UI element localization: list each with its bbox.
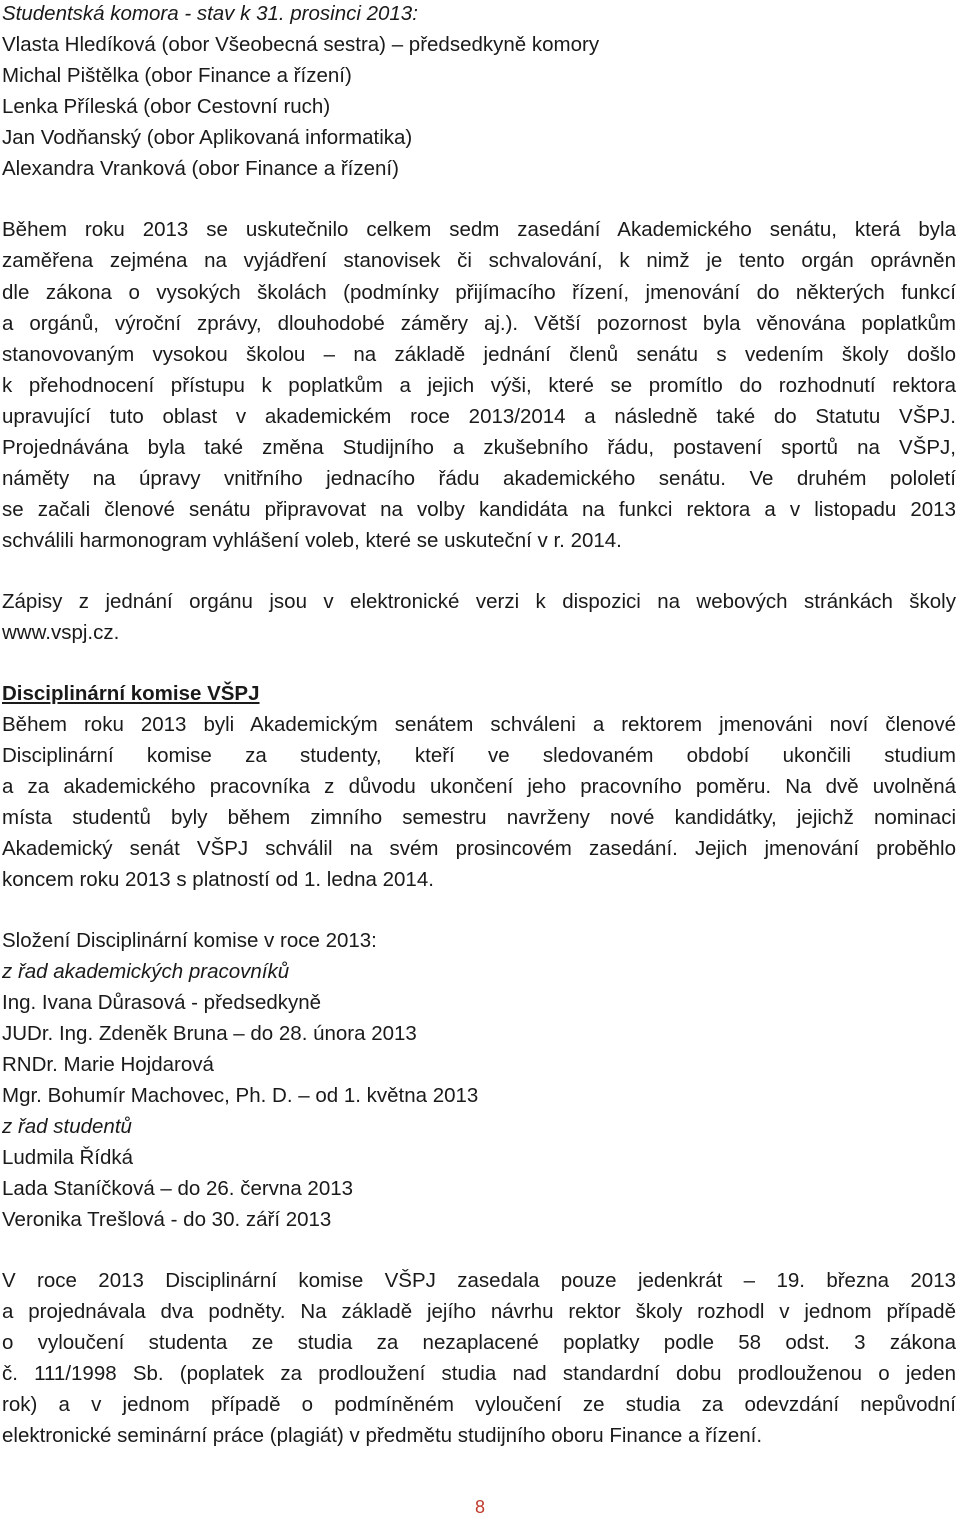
student-member: Lada Staníčková – do 26. června 2013 (2, 1177, 354, 1200)
page-number: 8 (474, 1497, 485, 1517)
zaver-paragraph-line: a projednávala dva podněty. Na základě jejího návrhu rektor školy rozhodl v jednom případě (2, 1300, 956, 1323)
disciplinarni-paragraph-line: Akademický senát VŠPJ schválil na svém prosincovém zasedání. Jejich jmenování proběhlo (2, 837, 956, 860)
staff-member: RNDr. Marie Hojdarová (2, 1053, 214, 1076)
senat-paragraph-line: Projednávána byla také změna Studijního a zkušebního řádu, postavení sportů na VŠPJ, (2, 436, 956, 459)
zaver-paragraph-line: elektronické seminární práce (plagiát) v předmětu studijního oboru Finance a řízení. (2, 1424, 763, 1447)
zaver-paragraph-line: V roce 2013 Disciplinární komise VŠPJ zasedala pouze jedenkrát – 19. března 2013 (2, 1269, 956, 1292)
senat-paragraph-line: dle zákona o vysokých školách (podmínky přijímacího řízení, jmenování do některých funkcí (2, 281, 956, 304)
komora-heading: Studentská komora - stav k 31. prosinci 2013: (2, 2, 418, 25)
komora-member: Alexandra Vranková (obor Finance a řízení) (2, 157, 399, 180)
senat-paragraph-line: Během roku 2013 se uskutečnilo celkem sedm zasedání Akademického senátu, která byla (2, 218, 956, 241)
staff-member: Ing. Ivana Důrasová - předsedkyně (2, 991, 322, 1014)
disciplinarni-paragraph-line: Během roku 2013 byli Akademickým senátem schváleni a rektorem jmenováni noví členové (2, 713, 956, 736)
senat-paragraph-line: stanovovaným vysokou školou – na základě jednání členů senátu s vedením školy došlo (2, 343, 956, 366)
staff-member: JUDr. Ing. Zdeněk Bruna – do 28. února 2013 (2, 1022, 417, 1045)
website-link[interactable]: www.vspj.cz. (2, 621, 120, 644)
zapisy-line: Zápisy z jednání orgánu jsou v elektronické verzi k dispozici na webových stránkách školy (2, 590, 956, 613)
senat-paragraph-line: schválili harmonogram vyhlášení voleb, které se uskuteční v r. 2014. (2, 529, 622, 552)
komora-member: Lenka Příleská (obor Cestovní ruch) (2, 95, 331, 118)
komora-member: Michal Pištělka (obor Finance a řízení) (2, 64, 352, 87)
komora-member: Jan Vodňanský (obor Aplikovaná informatika) (2, 126, 413, 149)
senat-paragraph-line: k přehodnocení přístupu k poplatkům a jejich výši, které se promítlo do rozhodnutí rektora (2, 374, 956, 397)
disciplinarni-heading-text: Disciplinární komise VŠPJ (2, 682, 260, 705)
senat-paragraph-line: upravující tuto oblast v akademickém roce 2013/2014 a následně také do Statutu VŠPJ. (2, 405, 956, 428)
senat-paragraph-line: náměty na úpravy vnitřního jednacího řádu akademického senátu. Ve druhém pololetí (2, 467, 956, 490)
disciplinarni-paragraph-line: koncem roku 2013 s platností od 1. ledna 2014. (2, 868, 434, 891)
komora-member: Vlasta Hledíková (obor Všeobecná sestra) – předsedkyně komory (2, 33, 600, 56)
students-subheading: z řad studentů (2, 1115, 132, 1138)
senat-paragraph-line: zaměřena zejména na vyjádření stanovisek či schvalování, k nimž je tento orgán oprávněn (2, 249, 956, 272)
disciplinarni-heading (2, 680, 956, 710)
student-member: Ludmila Řídká (2, 1146, 134, 1169)
staff-subheading: z řad akademických pracovníků (2, 960, 290, 983)
slozeni-heading: Složení Disciplinární komise v roce 2013: (2, 929, 377, 952)
disciplinarni-paragraph-line: Disciplinární komise za studenty, kteří ve sledovaném období ukončili studium (2, 744, 956, 767)
zaver-paragraph-line: o vyloučení studenta ze studia za nezaplacené poplatky podle 58 odst. 3 zákona (2, 1331, 956, 1354)
staff-member: Mgr. Bohumír Machovec, Ph. D. – od 1. května 2013 (2, 1084, 479, 1107)
senat-paragraph-line: a orgánů, výroční zprávy, dlouhodobé záměry aj.). Větší pozornost byla věnována poplatkům (2, 312, 956, 335)
senat-paragraph-line: se začali členové senátu připravovat na volby kandidáta na funkci rektora a v listopadu 2013 (2, 498, 956, 521)
zaver-paragraph-line: č. 111/1998 Sb. (poplatek za prodloužení studia nad standardní dobu prodlouženou o jeden (2, 1362, 956, 1385)
disciplinarni-paragraph-line: a za akademického pracovníka z důvodu ukončení jeho pracovního poměru. Na dvě uvolněná (2, 775, 956, 798)
zaver-paragraph-line: rok) a v jednom případě o podmíněném vyloučení ze studia za odevzdání nepůvodní (2, 1393, 956, 1416)
student-member: Veronika Trešlová - do 30. září 2013 (2, 1208, 332, 1231)
disciplinarni-paragraph-line: místa studentů byly během zimního semestru navrženy nové kandidátky, jejichž nominaci (2, 806, 956, 829)
